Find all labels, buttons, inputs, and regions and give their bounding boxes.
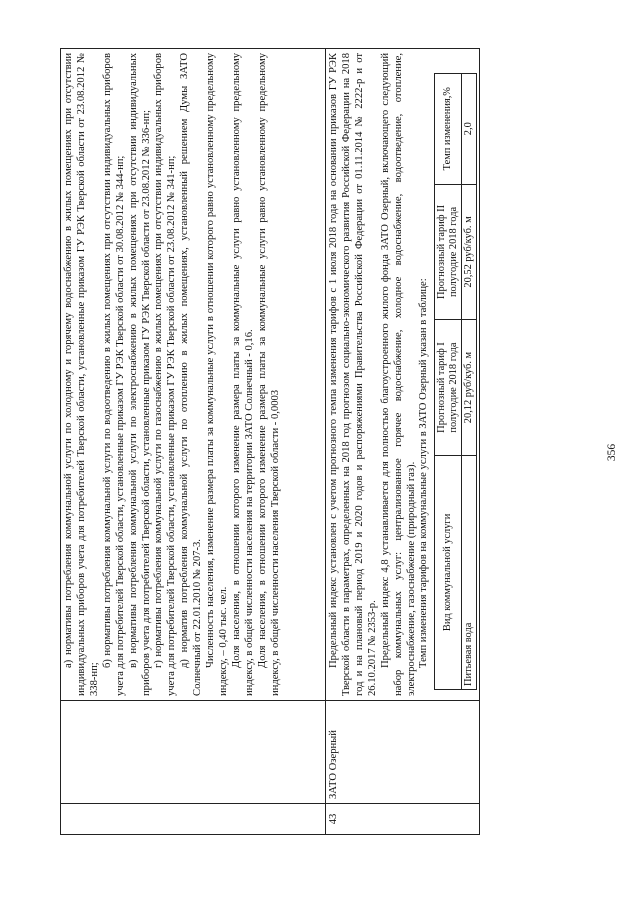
page-number: 356 — [606, 443, 618, 462]
paragraph: г) нормативы потребления коммунальной услуги по газоснабжению в жилых помещениях при отсутствии индивидуальных приборов учета для потребителей Тверской области, установленные приказом ГУ РЭК Тверской области от 23.08.2012 № 341-нп; — [153, 53, 178, 696]
municipality-cell — [61, 701, 326, 804]
tariff-header-row — [435, 73, 462, 689]
paragraph: Доля населения, в отношении которого изменение размера платы за коммунальные услуги равно установленному предельному индексу, в общей численности населения Тверской области - 0,0003 — [256, 53, 281, 696]
tariff-table — [434, 73, 477, 690]
tariff-header-cell: Вид коммунальной услуги — [435, 455, 462, 689]
table-row — [61, 49, 326, 835]
row-number-cell — [61, 804, 326, 835]
row-text-cell — [326, 49, 480, 701]
tariff-cell: Питьевая вода — [462, 455, 477, 689]
row-number: 43 — [326, 804, 480, 835]
paragraph: Доля населения, в отношении которого изменение размера платы за коммунальные услуги равно установленному предельному индексу, в общей численности населения на территории ЗАТО Солнечный - 0,16. — [230, 53, 255, 696]
tariff-cell: 20,12 руб/куб. м — [462, 320, 477, 456]
tariff-header-cell: Прогнозный тариф II полугодие 2018 года — [435, 184, 462, 320]
paragraph: Предельный индекс 4,8 устанавливается для полностью благоустроенного жилого фонда ЗАТО Озерный, включающего следующий набор коммунальных услуг: централизованное горячее водоснабжение, холодное водоснабжение, водоотведение, отопление, электроснабжение, газоснабжение (природный газ). — [379, 53, 417, 696]
paragraph: б) нормативы потребления коммунальной услуги по водоотведению в жилых помещениях при отсутствии индивидуальных приборов учета для потребителей Тверской области, установленные приказом ГУ РЭК Тверской области от 30.08.2012 № 344-нп; — [101, 53, 126, 696]
tariff-row — [462, 73, 477, 689]
row-text-cell — [61, 49, 326, 701]
tariff-header-cell: Прогнозный тариф I полугодие 2018 года — [435, 320, 462, 456]
table-row — [326, 49, 480, 835]
paragraph: Численность населения, изменение размера платы за коммунальные услуги в отношении которого равно установленному предельному индексу, – 0,40 тыс. чел. — [205, 53, 230, 696]
paragraph: а) нормативы потребления коммунальной услуги по холодному и горячему водоснабжению в жилых помещениях при отсутствии индивидуальных приборов учета для потребителей Тверской области, установленные приказом ГУ РЭК Тверской области от 23.08.2012 № 338-нп; — [63, 53, 100, 696]
paragraph: Темп изменения тарифов на коммунальные услуги в ЗАТО Озерный указан в таблице: — [418, 278, 430, 668]
tariff-header-cell: Темп изменения,% — [435, 73, 462, 184]
paragraph: д) норматив потребления коммунальной услуги по отоплению в жилых помещениях, установленный решением Думы ЗАТО Солнечный от 22.01.2010 № 207-3. — [179, 53, 204, 696]
paragraph: Предельный индекс установлен с учетом прогнозного темпа изменения тарифов с 1 июля 2018 года на основании приказов ГУ РЭК Тверской области в параметрах, определенных на 2018 год прогнозом социально-экономического развития Российской Федерации на 2018 год и на плановый период 2019 и 2020 годов и распоряжениями Правительства Российской Федерации от 01.11.2014 № 2222-р и от 26.10.2017 № 2353-р. — [328, 53, 378, 696]
municipality-table — [60, 48, 480, 835]
municipality-name: ЗАТО Озерный — [326, 701, 480, 804]
paragraph: в) нормативы потребления коммунальной услуги по электроснабжению в жилых помещениях при отсутствии индивидуальных приборов учета для потребителей Тверской области, установленные приказом ГУ РЭК Тверской области от 23.08.2012 № 336-нп; — [127, 53, 152, 696]
tariff-cell: 2,0 — [462, 73, 477, 184]
tariff-cell: 20,52 руб/куб. м — [462, 184, 477, 320]
